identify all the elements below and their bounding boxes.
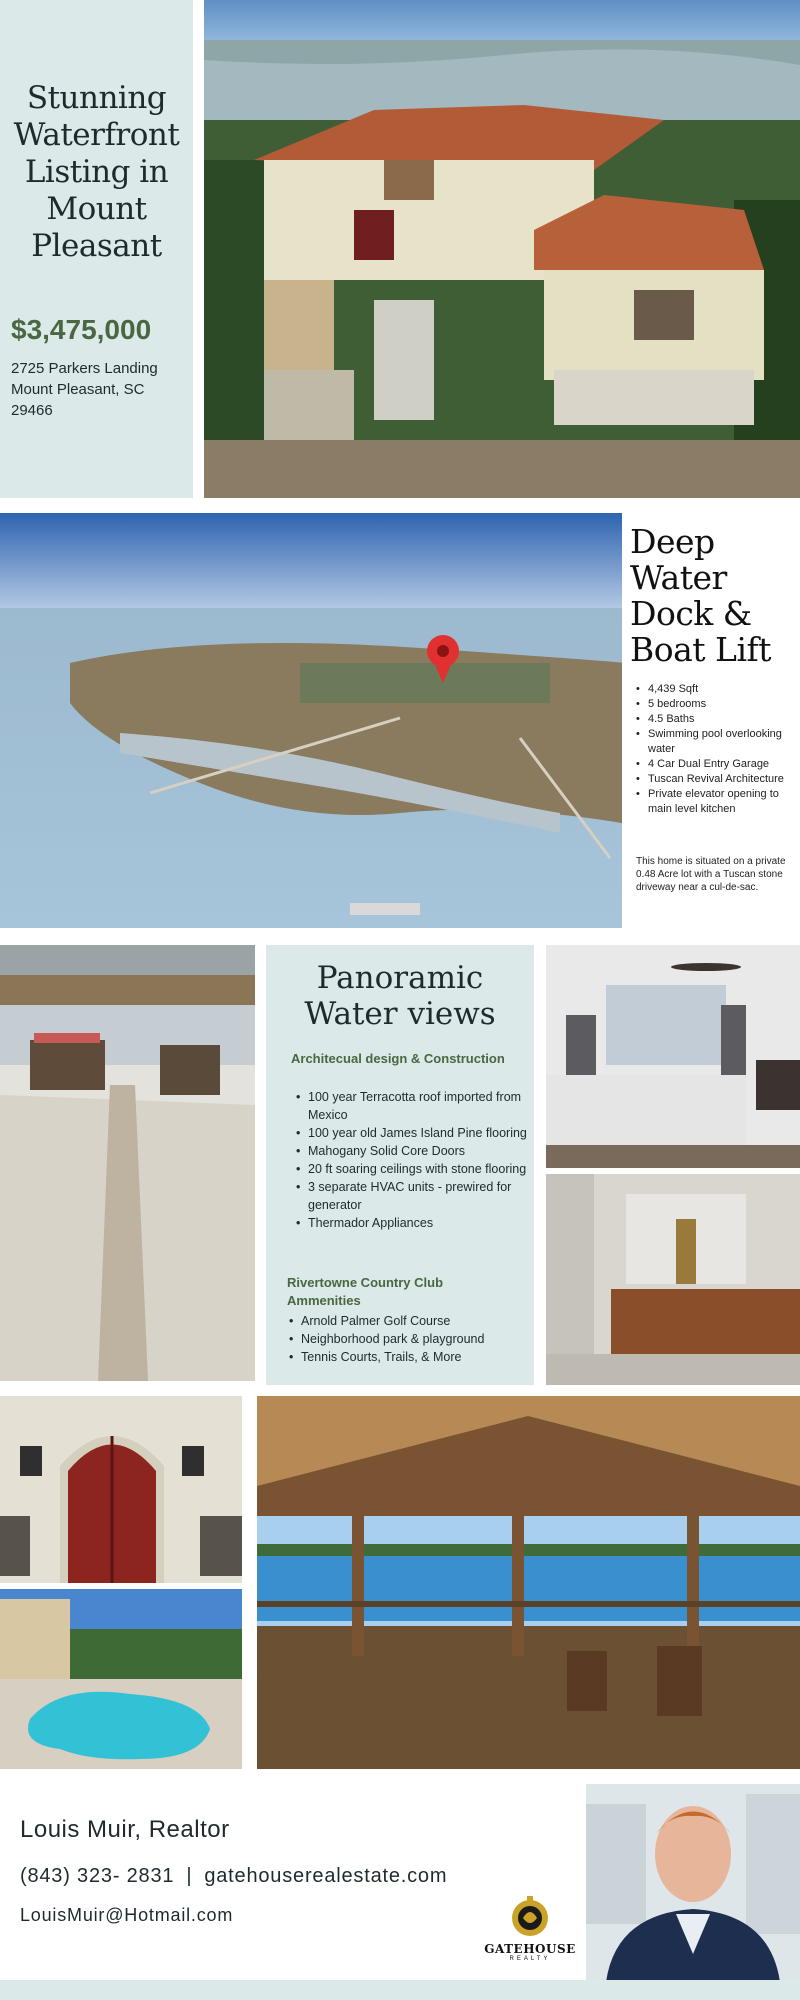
feature-item: • 4 Car Dual Entry Garage — [634, 757, 796, 772]
bathroom-photo — [546, 1174, 800, 1385]
club-item: • Tennis Courts, Trails, & More — [287, 1348, 533, 1366]
front-door-photo — [0, 1396, 242, 1583]
gatehouse-crest-icon — [507, 1894, 553, 1940]
club-amenities-list — [287, 1312, 533, 1366]
design-item: • 100 year Terracotta roof imported from Mexico — [294, 1088, 530, 1124]
contact-row — [20, 1865, 447, 1888]
feature-item: • 5 bedrooms — [634, 697, 796, 712]
dock-walkway-photo — [0, 945, 255, 1381]
marsh-aerial-photo — [0, 513, 622, 928]
agent-website[interactable]: gatehouserealestate.com — [204, 1865, 448, 1887]
design-item: • Mahogany Solid Core Doors — [294, 1142, 530, 1160]
house-aerial-photo — [204, 0, 800, 498]
club-item: • Arnold Palmer Golf Course — [287, 1312, 533, 1330]
listing-price: $3,475,000 — [11, 314, 152, 345]
address-line-1: 2725 Parkers Landing — [11, 360, 158, 377]
agent-phone[interactable]: (843) 323- 2831 — [20, 1865, 175, 1887]
address-line-2: Mount Pleasant, SC — [11, 381, 145, 398]
address-line-3: 29466 — [11, 402, 53, 419]
lot-description: This home is situated on a private 0.48 Acre lot with a Tuscan stone driveway near a cul-de-sac. — [636, 856, 786, 893]
logo-subtitle: REALTY — [509, 1956, 551, 1962]
listing-address — [11, 358, 191, 421]
footer-bar — [0, 1980, 800, 2000]
pool-photo — [0, 1589, 242, 1769]
gatehouse-logo — [480, 1894, 580, 1980]
dock-section-title: Deep Water Dock & Boat Lift — [630, 522, 771, 669]
bedroom-photo — [546, 945, 800, 1168]
contact-separator: | — [186, 1865, 193, 1887]
agent-email[interactable]: LouisMuir@Hotmail.com — [20, 1905, 234, 1925]
gazebo-deck-photo — [257, 1396, 800, 1769]
agent-name: Louis Muir, Realtor — [20, 1816, 230, 1843]
feature-item: • Tuscan Revival Architecture — [634, 772, 796, 787]
feature-item: • 4,439 Sqft — [634, 682, 796, 697]
agent-headshot — [586, 1784, 800, 1982]
design-item: • 3 separate HVAC units - prewired for generator — [294, 1178, 530, 1214]
feature-item: • 4.5 Baths — [634, 712, 796, 727]
club-item: • Neighborhood park & playground — [287, 1330, 533, 1348]
feature-item: • Swimming pool overlooking water — [634, 727, 796, 757]
design-item: • Thermador Appliances — [294, 1214, 530, 1232]
views-section-title: Panoramic Water views — [304, 960, 496, 1032]
design-heading: Architecual design & Construction — [291, 1051, 505, 1066]
design-list — [294, 1088, 530, 1232]
club-heading: Rivertowne Country Club Ammenities — [287, 1275, 444, 1308]
logo-wordmark: GATEHOUSE — [484, 1942, 576, 1956]
property-features-list — [634, 682, 796, 817]
listing-title: Stunning Waterfront Listing in Mount Pleasant — [13, 80, 180, 264]
design-item: • 20 ft soaring ceilings with stone flooring — [294, 1160, 530, 1178]
design-item: • 100 year old James Island Pine flooring — [294, 1124, 530, 1142]
feature-item: • Private elevator opening to main level kitchen — [634, 787, 796, 817]
